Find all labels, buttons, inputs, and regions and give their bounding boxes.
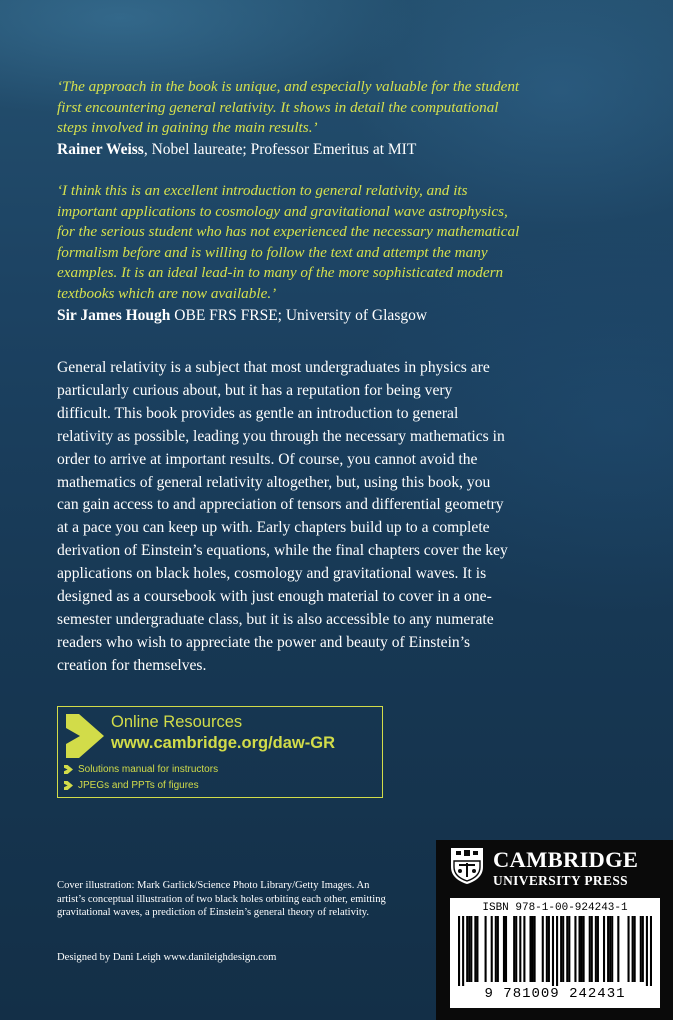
arrow-icon bbox=[64, 781, 73, 790]
barcode-bar bbox=[519, 916, 521, 982]
barcode-bar bbox=[470, 916, 472, 982]
endorser-affiliation-2: OBE FRS FRSE; University of Glasgow bbox=[170, 307, 428, 324]
barcode-bar bbox=[627, 916, 629, 982]
barcode-bar bbox=[589, 916, 591, 982]
endorser-name-2: Sir James Hough bbox=[57, 307, 171, 324]
barcode-bar bbox=[562, 916, 564, 982]
barcode-bar bbox=[532, 916, 534, 982]
cambridge-crest-icon bbox=[450, 847, 484, 885]
barcode-bar bbox=[646, 916, 648, 986]
barcode-bar bbox=[485, 916, 487, 982]
barcode-bar bbox=[529, 916, 531, 982]
book-description: General relativity is a subject that most undergraduates in physics are particularly curious about, but it has a reputation for being very difficult. This book provides as gentle an introduction to general relativity as possible, leading you through the necessary mathematics in order to arrive at important results. Of course, you cannot avoid the mathematics of general relativity altogether, but, using this book, you can gain access to and appreciation of tensors and differential geometry at a pace you can keep up with. Early chapters build up to a complete derivation of Einstein’s equations, while the final chapters cover the key applications on black holes, cosmology and gravitational waves. It is designed as a coursebook with just enough material to cover in a one-semester undergraduate class, but it is also accessible to any numerate readers who wish to appreciate the power and beauty of Einstein’s creation for themselves. bbox=[57, 359, 508, 674]
endorsement-quote-2: ‘I think this is an excellent introduction to general relativity, and its important applications to cosmology and gravitational wave astrophysics, for the serious student who has not experienced the necessary mathematical formalism before and is willing to follow the text and attempt the many examples. It is an ideal lead-in to many of the more sophisticated modern textbooks which are now available.’ bbox=[57, 182, 520, 302]
barcode-bar bbox=[642, 916, 644, 982]
barcode-bar bbox=[568, 916, 570, 982]
ean-number: 9 781009 242431 bbox=[484, 986, 626, 1002]
barcode-bar bbox=[566, 916, 568, 982]
endorsement-quote-1: ‘The approach in the book is unique, and especially valuable for the student first encountering general relativity. It shows in detail the computational steps involved in gaining the main results.’ bbox=[57, 78, 520, 136]
barcode-bar bbox=[546, 916, 548, 982]
barcode-bar bbox=[607, 916, 609, 982]
publisher-subtitle: UNIVERSITY PRESS bbox=[493, 873, 629, 888]
barcode-bar bbox=[468, 916, 470, 982]
barcode-bar bbox=[476, 916, 478, 982]
endorser-affiliation-1: , Nobel laureate; Professor Emeritus at MIT bbox=[143, 141, 417, 158]
endorsement-attribution-1 bbox=[57, 141, 416, 159]
publisher-name: CAMBRIDGE bbox=[493, 847, 639, 872]
arrow-icon bbox=[64, 765, 73, 774]
barcode-bar bbox=[611, 916, 613, 982]
resource-item-label: JPEGs and PPTs of figures bbox=[78, 780, 199, 791]
barcode-bar bbox=[650, 916, 652, 986]
barcode-bar bbox=[556, 916, 558, 986]
barcode-bar bbox=[581, 916, 583, 982]
barcode-bar bbox=[548, 916, 550, 982]
barcode-bar bbox=[609, 916, 611, 982]
barcode-bars bbox=[458, 916, 652, 986]
endorsement-attribution-2 bbox=[57, 307, 427, 325]
barcode-bar bbox=[523, 916, 525, 982]
endorser-name-1: Rainer Weiss bbox=[57, 141, 144, 158]
barcode-bar bbox=[591, 916, 593, 982]
barcode-bar bbox=[617, 916, 619, 982]
barcode-bar bbox=[560, 916, 562, 982]
barcode-bar bbox=[640, 916, 642, 982]
barcode-bar bbox=[552, 916, 554, 986]
online-resources-link[interactable]: www.cambridge.org/daw-GR bbox=[111, 734, 335, 752]
isbn-label: ISBN 978-1-00-924243-1 bbox=[482, 902, 628, 914]
barcode bbox=[450, 898, 660, 1008]
barcode-bar bbox=[515, 916, 517, 982]
resource-item-solutions bbox=[64, 764, 218, 775]
barcode-bar bbox=[634, 916, 636, 982]
barcode-bar bbox=[462, 916, 464, 986]
online-resources-box bbox=[57, 706, 383, 798]
barcode-bar bbox=[632, 916, 634, 982]
barcode-bar bbox=[542, 916, 544, 982]
barcode-bar bbox=[574, 916, 576, 982]
publisher-panel bbox=[436, 840, 673, 1020]
barcode-bar bbox=[597, 916, 599, 982]
barcode-bar bbox=[458, 916, 460, 986]
barcode-bar bbox=[603, 916, 605, 982]
online-resources-title: Online Resources bbox=[111, 713, 243, 731]
barcode-bar bbox=[534, 916, 536, 982]
barcode-bar bbox=[495, 916, 497, 982]
designer-credit: Designed by Dani Leigh www.danileighdesign.com bbox=[57, 952, 277, 963]
barcode-bar bbox=[583, 916, 585, 982]
cover-credit: Cover illustration: Mark Garlick/Science Photo Library/Getty Images. An artist’s conceptual illustration of two black holes orbiting each other, emitting gravitational waves, a prediction of Einstein’s general theory of relativity. bbox=[57, 880, 386, 919]
barcode-bar bbox=[595, 916, 597, 982]
barcode-bar bbox=[578, 916, 580, 982]
arrow-icon-shape bbox=[66, 714, 104, 758]
resource-item-label: Solutions manual for instructors bbox=[78, 764, 219, 775]
barcode-bar bbox=[474, 916, 476, 982]
resource-item-figures bbox=[64, 780, 199, 791]
barcode-bar bbox=[491, 916, 493, 982]
barcode-bar bbox=[497, 916, 499, 982]
barcode-bar bbox=[503, 916, 505, 982]
barcode-bar bbox=[513, 916, 515, 982]
barcode-bar bbox=[466, 916, 468, 982]
barcode-bar bbox=[505, 916, 507, 982]
